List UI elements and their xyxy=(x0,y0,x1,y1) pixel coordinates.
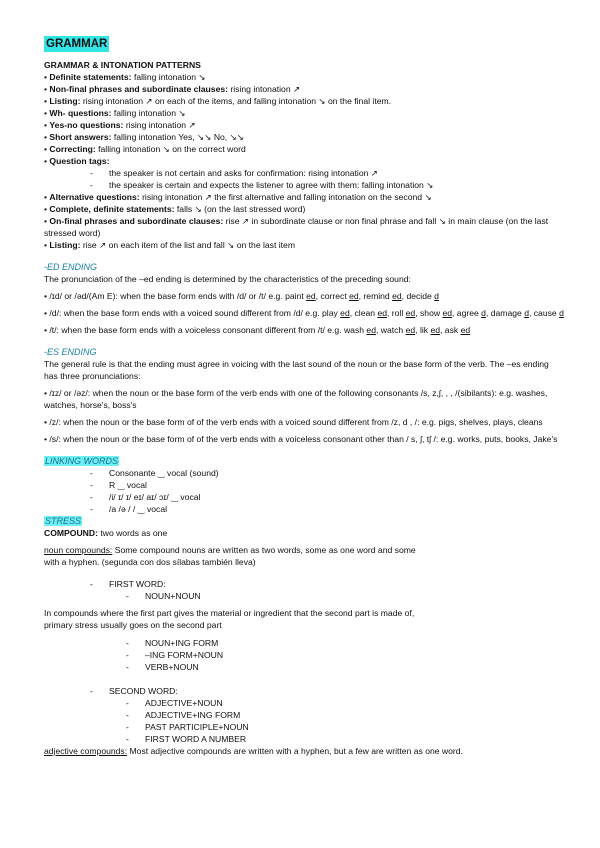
intonation-item: • Correcting: falling intonation ↘ on the correct word xyxy=(44,144,246,154)
first-word-label: - FIRST WORD: xyxy=(44,578,564,590)
second-word-list xyxy=(44,685,564,697)
material-item: - NOUN+ING FORM xyxy=(44,637,564,649)
intonation-item: • Definite statements: falling intonation ↘ xyxy=(44,72,206,82)
material-items xyxy=(44,637,564,673)
intonation-item: • Wh- questions: falling intonation ↘ xyxy=(44,108,186,118)
ed-rule-1: • /ɪd/ or /əd/(Am E): when the base form ends with /d/ or /t/ e.g. paint ed, correct ed, remind ed, decide d xyxy=(44,291,439,301)
second-word-item: - PAST PARTICIPLE+NOUN xyxy=(44,721,564,733)
linking-item: - /i/ ɪ/ ɪ/ eɪ/ aɪ/ ɔɪ/ ‿ vocal xyxy=(44,491,564,503)
intonation-item: • Listing: rise ↗ on each item of the list and fall ↘ on the last item xyxy=(44,240,295,250)
intonation-list xyxy=(44,71,564,167)
second-word-label: - SECOND WORD: xyxy=(44,685,564,697)
question-tag-item: - the speaker is certain and expects the listener to agree with them: falling intonation ↘ xyxy=(44,179,564,191)
first-word-item: - NOUN+NOUN xyxy=(44,590,564,602)
ed-rule-3: • /t/: when the base form ends with a voiceless consonant different from /t/ e.g. wash ed, watch ed, lik ed, ask ed xyxy=(44,325,471,335)
intonation-item: • Complete, definite statements: falls ↘ (on the last stressed word) xyxy=(44,204,306,214)
intonation-item: • Short answers: falling intonation Yes, ↘↘ No, ↘↘ xyxy=(44,132,244,142)
linking-heading: LINKING WORDS xyxy=(45,456,119,466)
noun-compounds: noun compounds: Some compound nouns are written as two words, some as one word and some with a hyphen. (segunda con dos sílabas también lleva) xyxy=(44,545,416,567)
ed-intro: The pronunciation of the –ed ending is determined by the characteristics of the preceding sound: xyxy=(44,274,411,284)
intonation-list-2 xyxy=(44,191,564,251)
ed-rule-2: • /d/: when the base form ends with a voiced sound different from /d/ e.g. play ed, clean ed, roll ed, show ed, agree d, damage d, cause d xyxy=(44,308,564,318)
material-item: - –ING FORM+NOUN xyxy=(44,649,564,661)
intonation-item: • Non-final phrases and subordinate clauses: rising intonation ↗ xyxy=(44,84,301,94)
document-page xyxy=(44,36,564,757)
linking-item: - Consonante ‿ vocal (sound) xyxy=(44,467,564,479)
material-item: - VERB+NOUN xyxy=(44,661,564,673)
linking-item: - /a /ə / / ‿ vocal xyxy=(44,503,564,515)
es-heading: -ES ENDING xyxy=(44,347,97,357)
second-word-item: - ADJECTIVE+NOUN xyxy=(44,697,564,709)
intonation-item: • Alternative questions: rising intonation ↗ the first alternative and falling intonation on the second ↘ xyxy=(44,192,432,202)
es-intro: The general rule is that the ending must agree in voicing with the last sound of the noun or the base form of the verb. The –es ending has three pronunciations: xyxy=(44,359,549,381)
es-rule-1: • /ɪz/ or /əz/: when the noun or the base form of the verb ends with one of the following consonants /s, z,ʃ, , , /(sibilants): e.g. washes, watches, horse's, boss's xyxy=(44,388,548,410)
first-word-items xyxy=(44,590,564,602)
intonation-item: • Listing: rising intonation ↗ on each of the items, and falling intonation ↘ on the final item. xyxy=(44,96,392,106)
compound-line: COMPOUND: two words as one xyxy=(44,528,168,538)
intonation-item: • Yes-no questions: rising intonation ↗ xyxy=(44,120,196,130)
adjective-compounds: adjective compounds: Most adjective compounds are written with a hyphen, but a few are written as one word. xyxy=(44,746,463,756)
intonation-item: • On-final phrases and subordinate clauses: rise ↗ in subordinate clause or non final phrase and fall ↘ in main clause (on the last stressed word) xyxy=(44,216,549,238)
second-word-item: - ADJECTIVE+ING FORM xyxy=(44,709,564,721)
ed-heading: -ED ENDING xyxy=(44,262,98,272)
question-tags-list xyxy=(44,167,564,191)
page-title: GRAMMAR xyxy=(46,38,108,50)
first-word-list xyxy=(44,578,564,590)
es-rule-2: • /z/: when the noun or the base form of of the verb ends with a voiced sound different from /z, d , /: e.g. pigs, shelves, plays, cleans xyxy=(44,417,543,427)
linking-item: - R ‿ vocal xyxy=(44,479,564,491)
second-word-items xyxy=(44,697,564,745)
linking-list xyxy=(44,467,564,515)
stress-heading: STRESS xyxy=(45,516,82,526)
intonation-heading: GRAMMAR & INTONATION PATTERNS xyxy=(44,60,201,70)
material-text: In compounds where the first part gives the material or ingredient that the second part is made of, primary stress usually goes on the second part xyxy=(44,608,415,630)
es-rule-3: • /s/: when the noun or the base form of of the verb ends with a voiceless consonant other than / s, ʃ, tʃ /: e.g. works, puts, books, Jake's xyxy=(44,434,558,444)
question-tag-item: - the speaker is not certain and asks for confirmation: rising intonation ↗ xyxy=(44,167,564,179)
intonation-item: • Question tags: xyxy=(44,156,110,166)
second-word-item: - FIRST WORD A NUMBER xyxy=(44,733,564,745)
